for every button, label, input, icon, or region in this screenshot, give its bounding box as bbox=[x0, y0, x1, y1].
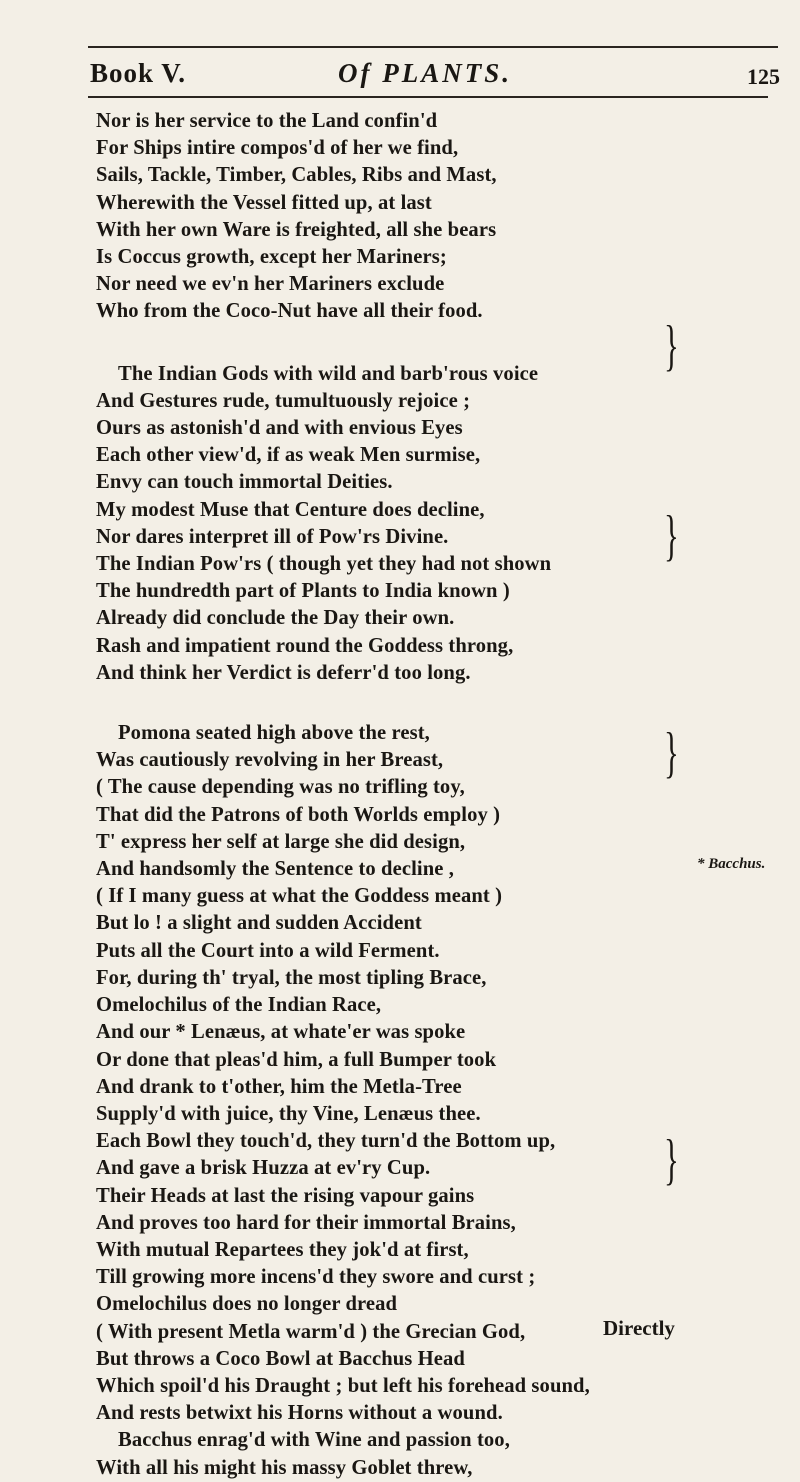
verse-line: Till growing more incens'd they swore and curst ; bbox=[96, 1266, 536, 1289]
book-label: Book V. bbox=[90, 58, 187, 88]
page-number: 125 bbox=[747, 64, 780, 89]
verse-line: Nor is her service to the Land confin'd bbox=[96, 110, 438, 132]
triplet-brace: } bbox=[664, 505, 679, 567]
verse-line: For Ships intire compos'd of her we find, bbox=[96, 137, 459, 160]
catchword: Directly bbox=[603, 1316, 675, 1340]
verse-line: And gave a brisk Huzza at ev'ry Cup. bbox=[96, 1157, 431, 1180]
triplet-brace: } bbox=[664, 315, 679, 377]
stanza-3 bbox=[96, 720, 676, 1482]
triplet-brace: } bbox=[664, 722, 679, 784]
verse-line: ( With present Metla warm'd ) the Grecian God, bbox=[96, 1320, 526, 1343]
verse-line: Was cautiously revolving in her Breast, bbox=[96, 749, 444, 772]
verse-line: Which spoil'd his Draught ; but left his forehead sound, bbox=[96, 1374, 590, 1397]
triplet-brace: } bbox=[664, 1129, 679, 1191]
verse-line: And handsomly the Sentence to decline , bbox=[96, 858, 455, 881]
verse-line: My modest Muse that Centure does decline, bbox=[96, 498, 485, 521]
verse-line: Ours as astonish'd and with envious Eyes bbox=[96, 417, 463, 440]
verse-line: Omelochilus of the Indian Race, bbox=[96, 994, 382, 1017]
verse-line: The hundredth part of Plants to India known ) bbox=[96, 580, 510, 603]
verse-line: Who from the Coco-Nut have all their food. bbox=[96, 300, 483, 323]
verse-line: Their Heads at last the rising vapour gains bbox=[96, 1184, 475, 1207]
verse-line: Already did conclude the Day their own. bbox=[96, 607, 455, 630]
stanza-1 bbox=[96, 108, 676, 326]
running-title: Of PLANTS. bbox=[338, 58, 512, 88]
verse-line: And proves too hard for their immortal Brains, bbox=[96, 1211, 516, 1234]
verse-line: With her own Ware is freighted, all she bears bbox=[96, 218, 497, 241]
verse-line: With all his might his massy Goblet threw, bbox=[96, 1456, 473, 1479]
verse-line: But lo ! a slight and sudden Accident bbox=[96, 912, 422, 935]
verse-line: Sails, Tackle, Timber, Cables, Ribs and Mast, bbox=[96, 164, 497, 187]
verse-line: Supply'd with juice, thy Vine, Lenæus thee. bbox=[96, 1102, 481, 1125]
verse-line: Is Coccus growth, except her Mariners; bbox=[96, 246, 447, 269]
running-header bbox=[90, 58, 780, 98]
margin-note: * Bacchus. bbox=[697, 856, 766, 872]
verse-line: And rests betwixt his Horns without a wound. bbox=[96, 1402, 503, 1425]
verse-line: And think her Verdict is deferr'd too long. bbox=[96, 661, 471, 684]
verse-line: Each other view'd, if as weak Men surmise, bbox=[96, 444, 481, 467]
verse-line: But throws a Coco Bowl at Bacchus Head bbox=[96, 1347, 465, 1370]
verse-line: Rash and impatient round the Goddess throng, bbox=[96, 634, 514, 657]
verse-line: That did the Patrons of both Worlds employ ) bbox=[96, 803, 501, 826]
verse-line: And Gestures rude, tumultuously rejoice ; bbox=[96, 389, 471, 412]
stanza-2 bbox=[96, 361, 676, 687]
verse-line: Or done that pleas'd him, a full Bumper took bbox=[96, 1048, 497, 1071]
verse-line: And drank to t'other, him the Metla-Tree bbox=[96, 1075, 462, 1098]
verse-line: ( The cause depending was no trifling toy, bbox=[96, 776, 465, 799]
verse-line: Envy can touch immortal Deities. bbox=[96, 471, 393, 494]
verse-line: Puts all the Court into a wild Ferment. bbox=[96, 939, 440, 962]
verse-line: Wherewith the Vessel fitted up, at last bbox=[96, 191, 432, 214]
verse-line: T' express her self at large she did design, bbox=[96, 830, 466, 853]
verse-line: With mutual Repartees they jok'd at first, bbox=[96, 1238, 469, 1261]
header-rule-top bbox=[88, 46, 778, 48]
verse-line: The Indian Pow'rs ( though yet they had not shown bbox=[96, 553, 552, 576]
verse-line: For, during th' tryal, the most tipling Brace, bbox=[96, 966, 487, 989]
verse-line: And our * Lenæus, at whate'er was spoke bbox=[96, 1021, 466, 1044]
header-rule-bottom bbox=[88, 96, 768, 98]
verse-line: Nor dares interpret ill of Pow'rs Divine. bbox=[96, 525, 449, 548]
verse-line: Nor need we ev'n her Mariners exclude bbox=[96, 273, 445, 296]
verse-line: Bacchus enrag'd with Wine and passion too, bbox=[118, 1429, 510, 1452]
verse-line: Pomona seated high above the rest, bbox=[118, 722, 430, 745]
verse-line: ( If I many guess at what the Goddess meant ) bbox=[96, 885, 503, 908]
poem-text bbox=[96, 108, 676, 1482]
verse-line: The Indian Gods with wild and barb'rous voice bbox=[118, 362, 539, 385]
verse-line: Omelochilus does no longer dread bbox=[96, 1293, 398, 1316]
verse-line: Each Bowl they touch'd, they turn'd the Bottom up, bbox=[96, 1130, 556, 1153]
